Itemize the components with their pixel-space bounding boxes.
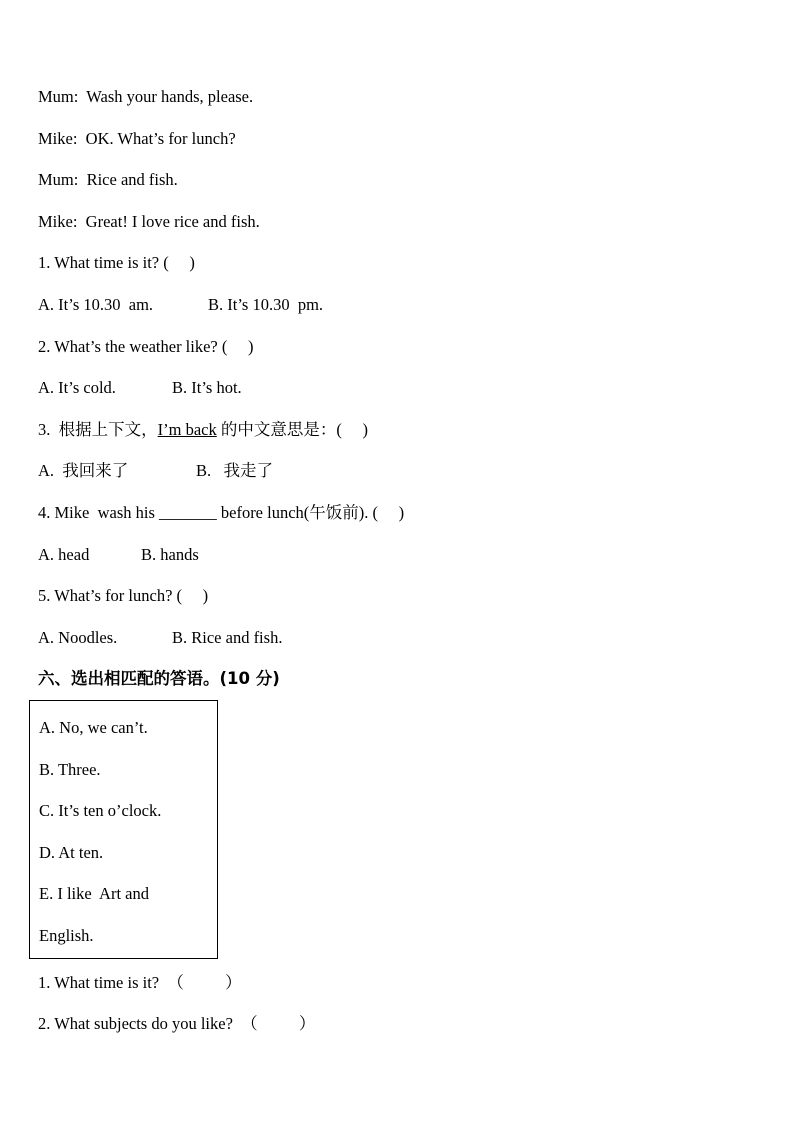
question-options [38,295,324,315]
speaker: Mum: [38,87,79,106]
answer-option: A. No, we can’t. [39,718,148,737]
option-a: A. 我回来了 [38,461,129,480]
question-stem: 5. What’s for lunch? ( ) [38,586,209,605]
answer-option: C. It’s ten o’clock. [39,801,162,820]
dialogue-text: Great! I love rice and fish. [85,212,260,231]
option-b: B. It’s hot. [172,378,242,397]
option-b: B. hands [141,545,199,564]
speaker: Mike: [38,212,78,231]
dialogue-text: Wash your hands, please. [86,87,254,106]
question-stem: 1. What time is it? ( ) [38,253,195,272]
stem-suffix: 的中文意思是：( ) [216,420,368,439]
question-options [38,461,274,481]
question-stem: 2. What’s the weather like? ( ) [38,337,254,356]
option-b: B. 我走了 [196,461,274,480]
answer-option-continued: English. [39,926,94,945]
matching-question: 1. What time is it? （ ） [38,973,242,992]
answer-option: D. At ten. [39,843,104,862]
question-options [38,545,199,565]
option-a: A. It’s 10.30 am. [38,295,154,314]
matching-question: 2. What subjects do you like? （ ） [38,1014,316,1033]
option-a: A. Noodles. [38,628,118,647]
question-stem [38,420,368,440]
speaker: Mum: [38,170,79,189]
answer-option: B. Three. [39,760,101,779]
option-a: A. head [38,545,90,564]
dialogue-line [38,170,178,190]
question-stem: 4. Mike wash his _______ before lunch(午饭前). ( ) [38,503,405,522]
dialogue-line [38,87,253,107]
dialogue-line [38,129,236,149]
speaker: Mike: [38,129,78,148]
dialogue-text: Rice and fish. [86,170,178,189]
section-heading: 六、选出相匹配的答语。(10 分) [38,669,280,688]
stem-prefix: 3. 根据上下文， [38,420,158,439]
underlined-phrase: I’m back [157,420,217,439]
answer-box [29,700,218,959]
question-options [38,628,283,648]
answer-option: E. I like Art and [39,884,149,903]
dialogue-text: OK. What’s for lunch? [85,129,236,148]
dialogue-line [38,212,260,232]
option-a: A. It’s cold. [38,378,116,397]
option-b: B. It’s 10.30 pm. [208,295,324,314]
option-b: B. Rice and fish. [172,628,283,647]
question-options [38,378,242,398]
